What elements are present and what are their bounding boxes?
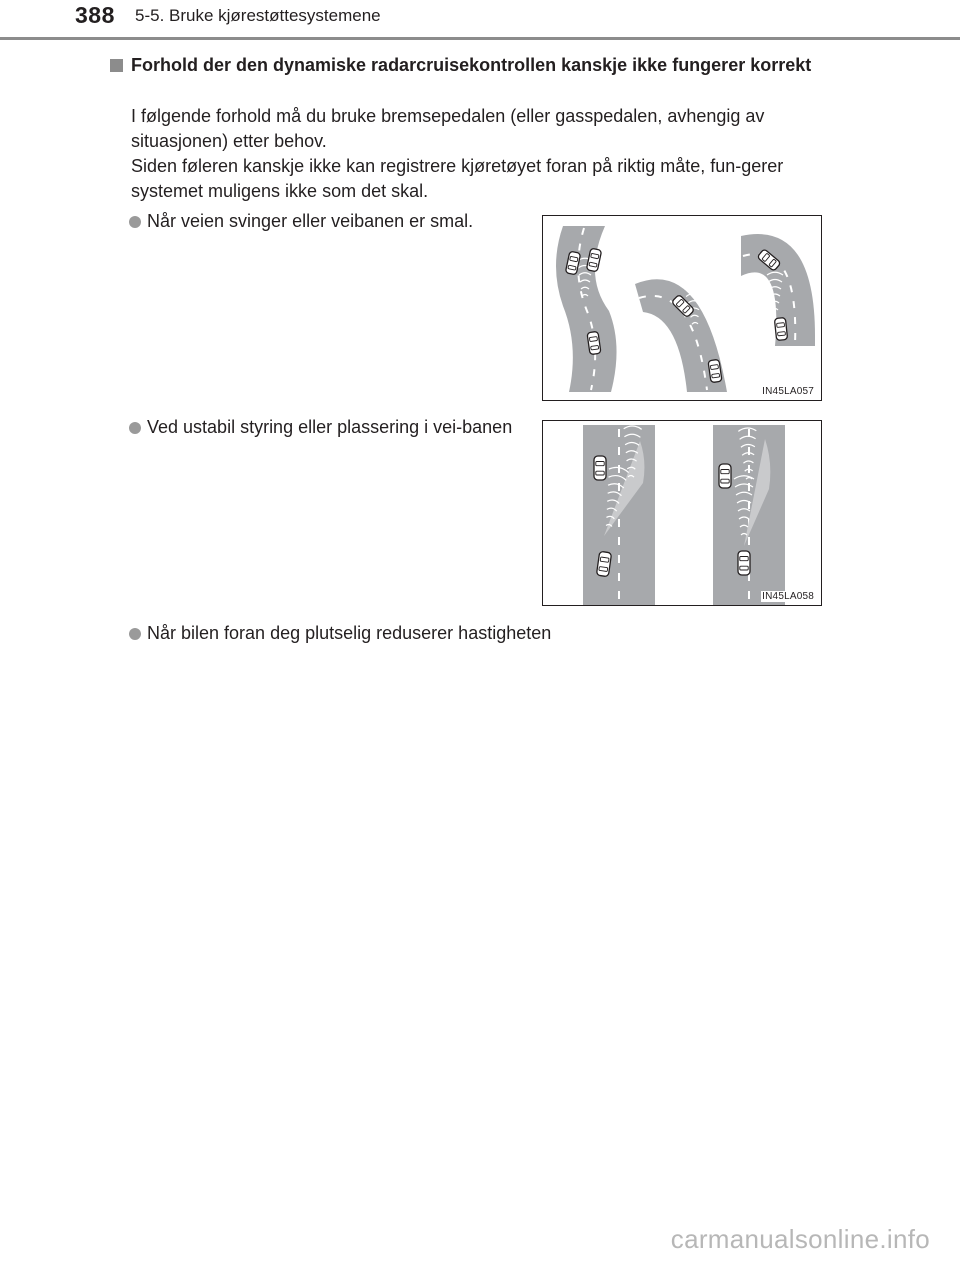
curved-road-illustration	[543, 216, 822, 401]
intro-text	[131, 104, 849, 204]
bullet-dot	[129, 422, 141, 434]
figure-code-1: IN45LA057	[762, 386, 814, 397]
header-rule	[0, 37, 960, 40]
bullet-dot	[129, 628, 141, 640]
bullet-text-sudden-braking: Når bilen foran deg plutselig reduserer hastigheten	[147, 623, 552, 643]
bullet-text-curves: Når veien svinger eller veibanen er smal.	[147, 211, 474, 231]
page-number: 388	[75, 2, 115, 28]
figure-code-2: IN45LA058	[762, 591, 814, 602]
figure-curved-road	[542, 215, 822, 401]
straight-road-illustration	[543, 421, 822, 606]
intro-paragraph-1: I følgende forhold må du bruke bremsepedalen (eller gasspedalen, avhengig av situasjonen) etter behov.	[131, 106, 765, 151]
section-heading: Forhold der den dynamiske radarcruisekontrollen kanskje ikke fungerer korrekt	[131, 55, 812, 75]
footer-watermark: carmanualsonline.info	[670, 1224, 930, 1254]
section-header: 5-5. Bruke kjørestøttesystemene	[135, 6, 381, 25]
section-marker-square	[110, 59, 123, 72]
figure-straight-road	[542, 420, 822, 606]
bullet-dot	[129, 216, 141, 228]
bullet-text-unstable-steering: Ved ustabil styring eller plassering i vei-banen	[147, 417, 513, 437]
intro-paragraph-2: Siden føleren kanskje ikke kan registrere kjøretøyet foran på riktig måte, fun-gerer systemet muligens ikke som det skal.	[131, 156, 784, 201]
